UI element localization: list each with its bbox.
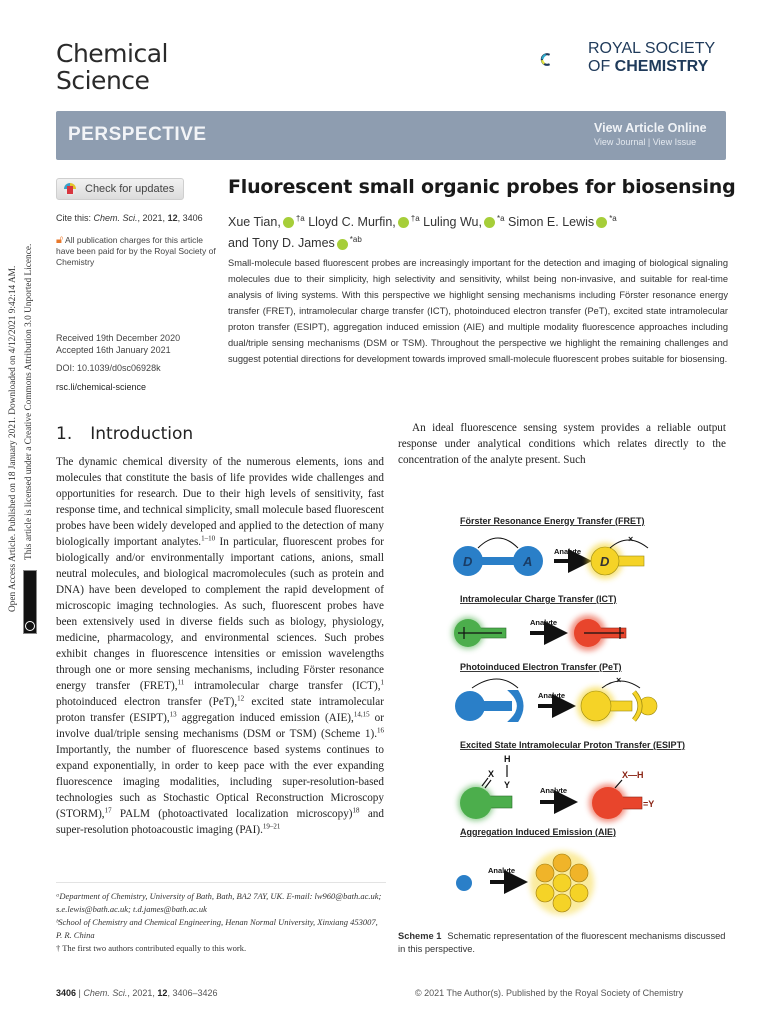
cite-volume: 12 [167,213,178,223]
author-marks: *ab [349,235,362,245]
author-marks: †a [295,214,305,223]
page-number: 3406 [56,988,77,998]
orcid-icon[interactable] [283,217,294,228]
text-run: intramolecular charge transfer (ICT), [184,680,381,692]
esipt-fluorophore [460,787,492,819]
citation-ref[interactable]: 13 [169,710,177,719]
link-separator: | [645,137,653,147]
article-dates [56,332,180,356]
analyte-label: Analyte [554,547,582,556]
citation-ref[interactable]: 12 [237,694,245,703]
author-marks: †a [410,214,420,223]
article-type-label: PERSPECTIVE [68,124,207,145]
section-title: Introduction [90,424,194,444]
svg-text:×: × [628,534,634,544]
equal-contribution-note: † The first two authors contributed equally to this work. [56,943,247,953]
rsc-logo-icon [540,32,588,87]
esipt-eqy-label: =Y [643,799,655,809]
scheme-caption [398,930,728,956]
cite-this [56,213,203,223]
article-title: Fluorescent small organic probes for biosensing [228,176,736,198]
view-issue-link[interactable]: View Issue [652,137,697,147]
footnotes [56,890,386,955]
cite-page: , 3406 [177,213,203,223]
esipt-xh-label: X—H [622,770,644,780]
analyte-label: Analyte [530,618,558,627]
view-journal-link[interactable]: View Journal [594,137,646,147]
caption-text: Schematic representation of the fluorescent mechanisms discussed in this perspective. [398,931,726,954]
section-number: 1. [56,424,73,444]
affiliation-b: ᵇSchool of Chemistry and Chemical Engineering, Henan Normal University, Xinxiang 453007, P. R. China [56,917,378,940]
open-access-text: All publication charges for this article have been paid for by the Royal Society of Chemistry [56,235,216,267]
author-name[interactable]: and Tony D. James [228,236,335,251]
author-name[interactable]: Luling Wu, [423,215,482,230]
citation-ref[interactable]: 11 [177,678,185,687]
cite-year: , 2021, [137,213,168,223]
license-line-1: Open Access Article. Published on 18 January 2021. Downloaded on 4/12/2021 9:42:14 AM. [8,265,18,612]
accepted-date: Accepted 16th January 2021 [56,345,171,355]
footer-separator: | [76,988,84,998]
crossmark-icon [63,182,77,196]
fret-acceptor-label: A [523,554,533,569]
author-marks: *a [609,214,617,223]
pet-fluorophore [455,691,485,721]
author-name[interactable]: Xue Tian, [228,215,281,230]
citation-ref[interactable]: 18 [352,806,360,815]
open-access-note [56,235,216,268]
footer-year: , 2021, [127,988,158,998]
intro-paragraph [56,454,384,838]
section-heading [56,424,193,444]
view-article-online-link[interactable]: View Article Online [594,121,707,135]
orcid-icon[interactable] [398,217,409,228]
fret-product-donor-label: D [600,554,610,569]
footer-citation [56,988,218,998]
citation-ref[interactable]: 19–21 [262,822,281,831]
text-run: or involve dual/triple sensing mechanisms (DSM or TSM) (Scheme 1). [56,712,384,740]
svg-text:×: × [616,675,622,685]
abstract: Small-molecule based fluorescent probes are increasingly important for the detection and imaging of biological signaling molecules due to their simplicity, high selectivity and sensitivity, whilst being non-invasive, and suitable for real-time analysis of living systems. With this perspective we highlight sensing mechanisms including Förster resonance energy transfer (FRET), intramolecular charge transfer (ICT), photoinduced electron transfer (PeT), excited state intramolecular proton transfer (ESIPT), aggregation induced emission (AIE) and multiple modality fluorescence approaches including dual/triple sensing mechanisms (DSM or TSM). Throughout the perspective we highlight the remaining challenges and suggest potential directions for development towards improved small-molecule fluorescent probes suitable for biosensing. [228,258,728,364]
text-run: Importantly, the number of fluorescence based systems continues to expand exponentially, in order to keep pace with the ever expanding fluorescence imaging modalities, including super-resolution-based technologies such as Stochastic Optical Reconstruction Microscopy (STORM), [56,744,384,820]
check-for-updates-button[interactable] [56,178,184,200]
fret-donor-label: D [463,554,473,569]
footer-copyright: © 2021 The Author(s). Published by the Royal Society of Chemistry [415,988,684,998]
aie-monomer [456,875,472,891]
journal-link[interactable]: rsc.li/chemical-science [56,382,147,392]
esipt-product [592,787,624,819]
text-run: PALM (photoactivated localization microscopy) [111,808,353,820]
orcid-icon[interactable] [484,217,495,228]
cite-journal: Chem. Sci. [93,213,138,223]
journal-title-line1: Chemical [56,39,168,68]
pet-receptor [512,692,522,720]
scheme-svg [398,510,728,920]
check-for-updates-label: Check for updates [85,183,175,195]
publisher-prefix: OF [588,58,615,75]
author-marks: *a [496,214,505,223]
license-line-2: This article is licensed under a Creative Commons Attribution 3.0 Unported Licence. [24,243,34,560]
journal-title-line2: Science [56,66,150,95]
esipt-title: Excited State Intramolecular Proton Transfer (ESIPT) [460,740,686,750]
pet-title: Photoinduced Electron Transfer (PeT) [460,662,622,672]
analyte-label: Analyte [540,786,568,795]
citation-ref[interactable]: 1 [380,678,384,687]
text-run: photoinduced electron transfer (PeT), [56,696,238,708]
citation-ref[interactable]: 1–10 [201,534,216,543]
text-run: and super-resolution photoacoustic imaging (PAI). [56,808,384,836]
fret-title: Förster Resonance Energy Transfer (FRET) [460,516,645,526]
orcid-icon[interactable] [337,239,348,250]
publisher-line2 [588,58,715,76]
cite-prefix: Cite this: [56,213,94,223]
scheme-figure [398,510,728,920]
publisher-name [588,40,715,76]
publisher-line1: ROYAL SOCIETY [588,40,716,57]
footer-pages: , 3406–3426 [167,988,218,998]
author-list [228,210,728,252]
journal-title [56,40,168,94]
orcid-icon[interactable] [596,217,607,228]
footer-journal: Chem. Sci. [83,988,128,998]
ict-title: Intramolecular Charge Transfer (ICT) [460,594,617,604]
publisher-bold: CHEMISTRY [614,58,709,75]
text-run: aggregation induced emission (AIE), [176,712,354,724]
citation-ref[interactable]: 17 [104,806,112,815]
view-links [594,137,696,147]
aie-title: Aggregation Induced Emission (AIE) [460,827,617,837]
pet-transfer-arc [472,679,518,688]
author-name[interactable]: Simon E. Lewis [508,215,595,230]
footer-volume: 12 [157,988,168,998]
text-run: excited state intramolecular proton transfer (ESIPT), [56,696,384,724]
open-access-lock-icon: 🔓︎ [56,234,64,246]
right-column-paragraph: An ideal fluorescence sensing system provides a reliable output response under analytical conditions which relates directly to the concentration of the analyte present. Such [398,422,726,466]
esipt-y-label: Y [504,780,511,790]
footnote-divider [56,882,386,883]
analyte-label: Analyte [538,691,566,700]
analyte-label: Analyte [488,866,516,875]
citation-ref[interactable]: 16 [377,726,384,735]
esipt-x-label: X [488,769,495,779]
esipt-h-label: H [504,754,511,764]
cc-by-license-icon[interactable] [23,570,37,634]
pet-product-fluorophore [581,691,611,721]
caption-label: Scheme 1 [398,931,442,941]
fret-transfer-arc [478,538,518,548]
text-run: The dynamic chemical diversity of the numerous elements, ions and molecules that constitute the basis of life provides wide challenges and opportunities for research. Due to their high levels of sensitivity, fast response time, and technical simplicity, small molecule based fluorescent probes have been widely developed and applied to the detection of many biologically important analytes. [56,456,384,548]
affiliation-a: ᵃDepartment of Chemistry, University of Bath, Bath, BA2 7AY, UK. E-mail: lw960@bath.ac.uk; s.e.lewis@bath.ac.uk; t.d.james@bath.ac.uk [56,891,382,914]
received-date: Received 19th December 2020 [56,333,181,343]
author-name[interactable]: Lloyd C. Murfin, [308,215,396,230]
text-run: In particular, fluorescent probes for biologically and/or environmentally important cations, anions, small neutral molecules, and biological macromolecules (such as protein and DNA) have been developed to complement the rapid development of microscopic imaging technologies. As such, fluorescent probes have been extensively used in diverse fields such as biology, physiology, medicine, pharmacology, and environmental sciences. Such probes exhibit changes in fluorescence intensities or emission wavelengths through one or more sensing mechanisms, including Förster resonance energy transfer (FRET), [56,536,384,692]
doi[interactable]: DOI: 10.1039/d0sc06928k [56,363,161,373]
citation-ref[interactable]: 14,15 [353,710,370,719]
